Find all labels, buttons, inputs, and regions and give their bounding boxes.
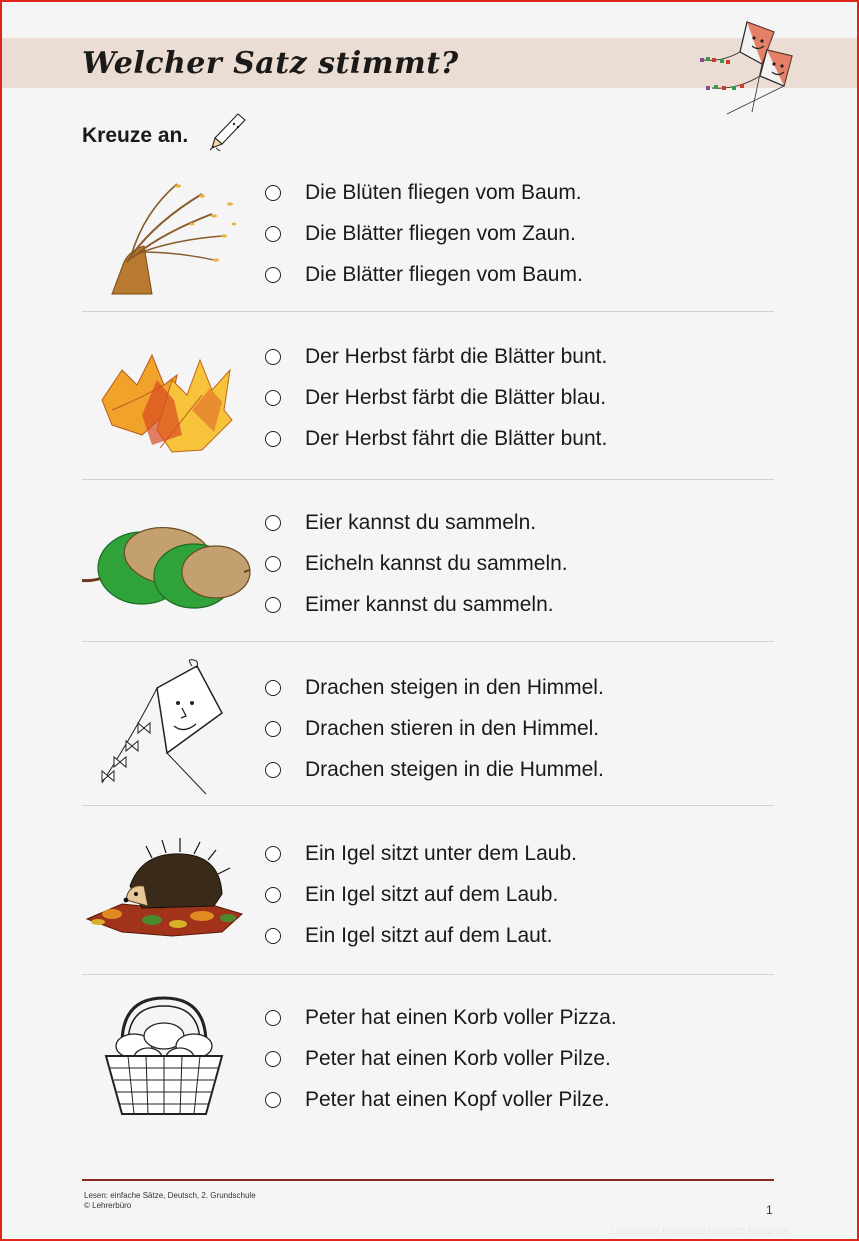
answer-option[interactable] (265, 342, 607, 372)
answer-option[interactable] (265, 383, 606, 413)
option-text: Ein Igel sitzt auf dem Laub. (305, 883, 559, 906)
kite-icon (82, 658, 252, 798)
answer-option[interactable] (265, 508, 536, 538)
answer-checkbox[interactable] (265, 887, 281, 903)
answer-option[interactable] (265, 1085, 610, 1115)
watermark: Lebenslauf Kostenlos Deutsch Beispiele (610, 1226, 789, 1237)
answer-checkbox[interactable] (265, 226, 281, 242)
answer-checkbox[interactable] (265, 390, 281, 406)
option-text: Eimer kannst du sammeln. (305, 593, 554, 616)
page-title: Welcher Satz stimmt? (82, 46, 459, 81)
instruction-text: Kreuze an. (82, 124, 189, 147)
answer-checkbox[interactable] (265, 846, 281, 862)
answer-checkbox[interactable] (265, 185, 281, 201)
answer-option[interactable] (265, 1003, 617, 1033)
answer-option[interactable] (265, 921, 552, 951)
answer-option[interactable] (265, 714, 599, 744)
answer-checkbox[interactable] (265, 928, 281, 944)
answer-option[interactable] (265, 755, 604, 785)
answer-checkbox[interactable] (265, 1092, 281, 1108)
kites-icon (692, 12, 802, 117)
pencil-icon (208, 110, 250, 152)
option-text: Die Blüten fliegen vom Baum. (305, 181, 582, 204)
answer-option[interactable] (265, 880, 558, 910)
answer-checkbox[interactable] (265, 267, 281, 283)
option-text: Der Herbst fährt die Blätter bunt. (305, 427, 608, 450)
divider (82, 479, 774, 480)
option-text: Ein Igel sitzt auf dem Laut. (305, 924, 553, 947)
answer-option[interactable] (265, 219, 576, 249)
divider (82, 641, 774, 642)
option-text: Drachen steigen in die Hummel. (305, 758, 604, 781)
option-text: Der Herbst färbt die Blätter bunt. (305, 345, 608, 368)
divider (82, 805, 774, 806)
footer-source: Lesen: einfache Sätze, Deutsch, 2. Grundschule (84, 1191, 256, 1200)
footer-copyright: © Lehrerbüro (84, 1201, 132, 1210)
answer-checkbox[interactable] (265, 1010, 281, 1026)
option-text: Peter hat einen Korb voller Pilze. (305, 1047, 611, 1070)
answer-checkbox[interactable] (265, 597, 281, 613)
answer-checkbox[interactable] (265, 1051, 281, 1067)
option-text: Ein Igel sitzt unter dem Laub. (305, 842, 577, 865)
windblown-tree-icon (82, 174, 252, 304)
answer-option[interactable] (265, 1044, 611, 1074)
divider (82, 974, 774, 975)
answer-checkbox[interactable] (265, 721, 281, 737)
exercise-6 (82, 994, 774, 1124)
option-text: Drachen steigen in den Himmel. (305, 676, 604, 699)
answer-checkbox[interactable] (265, 431, 281, 447)
answer-checkbox[interactable] (265, 762, 281, 778)
option-text: Peter hat einen Kopf voller Pilze. (305, 1088, 610, 1111)
footer-rule (82, 1179, 774, 1181)
answer-checkbox[interactable] (265, 349, 281, 365)
option-text: Peter hat einen Korb voller Pizza. (305, 1006, 617, 1029)
mushroom-basket-icon (82, 994, 252, 1124)
exercise-4 (82, 658, 774, 798)
divider (82, 311, 774, 312)
answer-checkbox[interactable] (265, 515, 281, 531)
page-number: 1 (766, 1203, 773, 1217)
answer-option[interactable] (265, 178, 582, 208)
option-text: Eier kannst du sammeln. (305, 511, 537, 534)
option-text: Die Blätter fliegen vom Baum. (305, 263, 583, 286)
answer-checkbox[interactable] (265, 680, 281, 696)
answer-option[interactable] (265, 839, 577, 869)
answer-option[interactable] (265, 549, 568, 579)
option-text: Eicheln kannst du sammeln. (305, 552, 568, 575)
option-text: Der Herbst färbt die Blätter blau. (305, 386, 607, 409)
option-text: Drachen stieren in den Himmel. (305, 717, 600, 740)
answer-option[interactable] (265, 424, 607, 454)
exercise-1 (82, 174, 774, 304)
answer-checkbox[interactable] (265, 556, 281, 572)
exercise-3 (82, 508, 774, 638)
exercise-2 (82, 340, 774, 470)
acorns-icon (82, 508, 252, 638)
answer-option[interactable] (265, 260, 583, 290)
option-text: Die Blätter fliegen vom Zaun. (305, 222, 576, 245)
hedgehog-icon (82, 834, 252, 954)
answer-option[interactable] (265, 673, 604, 703)
exercise-5 (82, 834, 774, 954)
answer-option[interactable] (265, 590, 554, 620)
autumn-leaves-icon (82, 340, 252, 470)
